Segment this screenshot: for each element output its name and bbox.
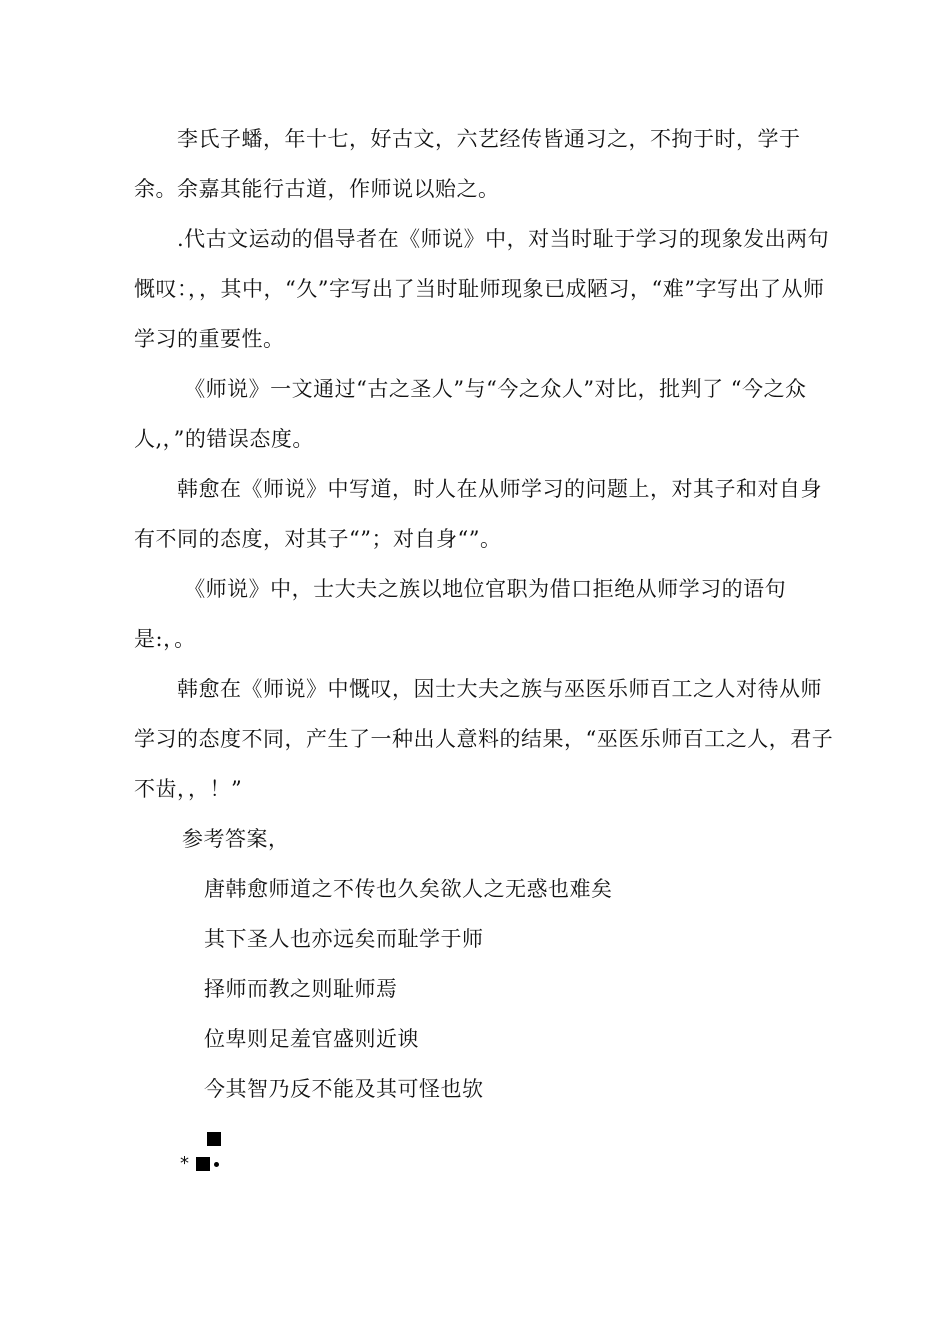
- paragraph-indent: [134, 377, 184, 401]
- answer-item: 择师而教之则耻师焉: [204, 977, 398, 1001]
- paragraph-6-text: 韩愈在《师说》中慨叹，因士大夫之族与巫医乐师百工之人对待从师学习的态度不同，产生了一种出人意料的结果，“巫医乐师百工之人，君子不齿，，！”: [134, 677, 834, 801]
- paragraph-indent: [134, 127, 177, 151]
- answer-heading: 参考答案，: [182, 827, 290, 851]
- paragraph-indent: [134, 577, 184, 601]
- black-square-mark: [207, 1132, 221, 1146]
- paragraph-2-text: .代古文运动的倡导者在《师说》中，对当时耻于学习的现象发出两句慨叹：，，其中，“久”字写出了当时耻师现象已成陋习，“难”字写出了从师学习的重要性。: [134, 227, 830, 351]
- paragraph-2: [134, 214, 834, 364]
- asterisk-mark: *: [180, 1153, 189, 1174]
- paragraph-3-text: 《师说》一文通过“古之圣人”与“今之众人”对比，批判了 “今之众人,，”的错误态度。: [134, 377, 807, 451]
- paragraph-indent: [134, 477, 177, 501]
- paragraph-1: [134, 114, 834, 214]
- paragraph-6: [134, 664, 834, 814]
- paragraph-5: [134, 564, 834, 664]
- paragraph-indent: [134, 677, 177, 701]
- answer-item: 今其智乃反不能及其可怪也欤: [204, 1077, 484, 1101]
- paragraph-4-text: 韩愈在《师说》中写道，时人在从师学习的问题上，对其子和对自身有不同的态度，对其子“”；对自身“”。: [134, 477, 822, 551]
- paragraph-5-text: 《师说》中，士大夫之族以地位官职为借口拒绝从师学习的语句是:，。: [134, 577, 787, 651]
- black-square-mark: [196, 1157, 210, 1171]
- paragraph-4: [134, 464, 834, 564]
- answer-list: [204, 864, 613, 1114]
- footer-marks: [180, 1154, 219, 1174]
- dot-mark: [214, 1162, 219, 1167]
- paragraph-1-text: 李氏子蟠，年十七，好古文，六艺经传皆通习之，不拘于时，学于余。余嘉其能行古道，作师说以贻之。: [134, 127, 801, 201]
- answer-item: 位卑则足羞官盛则近谀: [204, 1027, 419, 1051]
- paragraph-3: [134, 364, 834, 464]
- answer-item: 其下圣人也亦远矣而耻学于师: [204, 927, 484, 951]
- answer-item: 唐韩愈师道之不传也久矣欲人之无惑也难矣: [204, 877, 613, 901]
- paragraph-indent: [134, 227, 177, 251]
